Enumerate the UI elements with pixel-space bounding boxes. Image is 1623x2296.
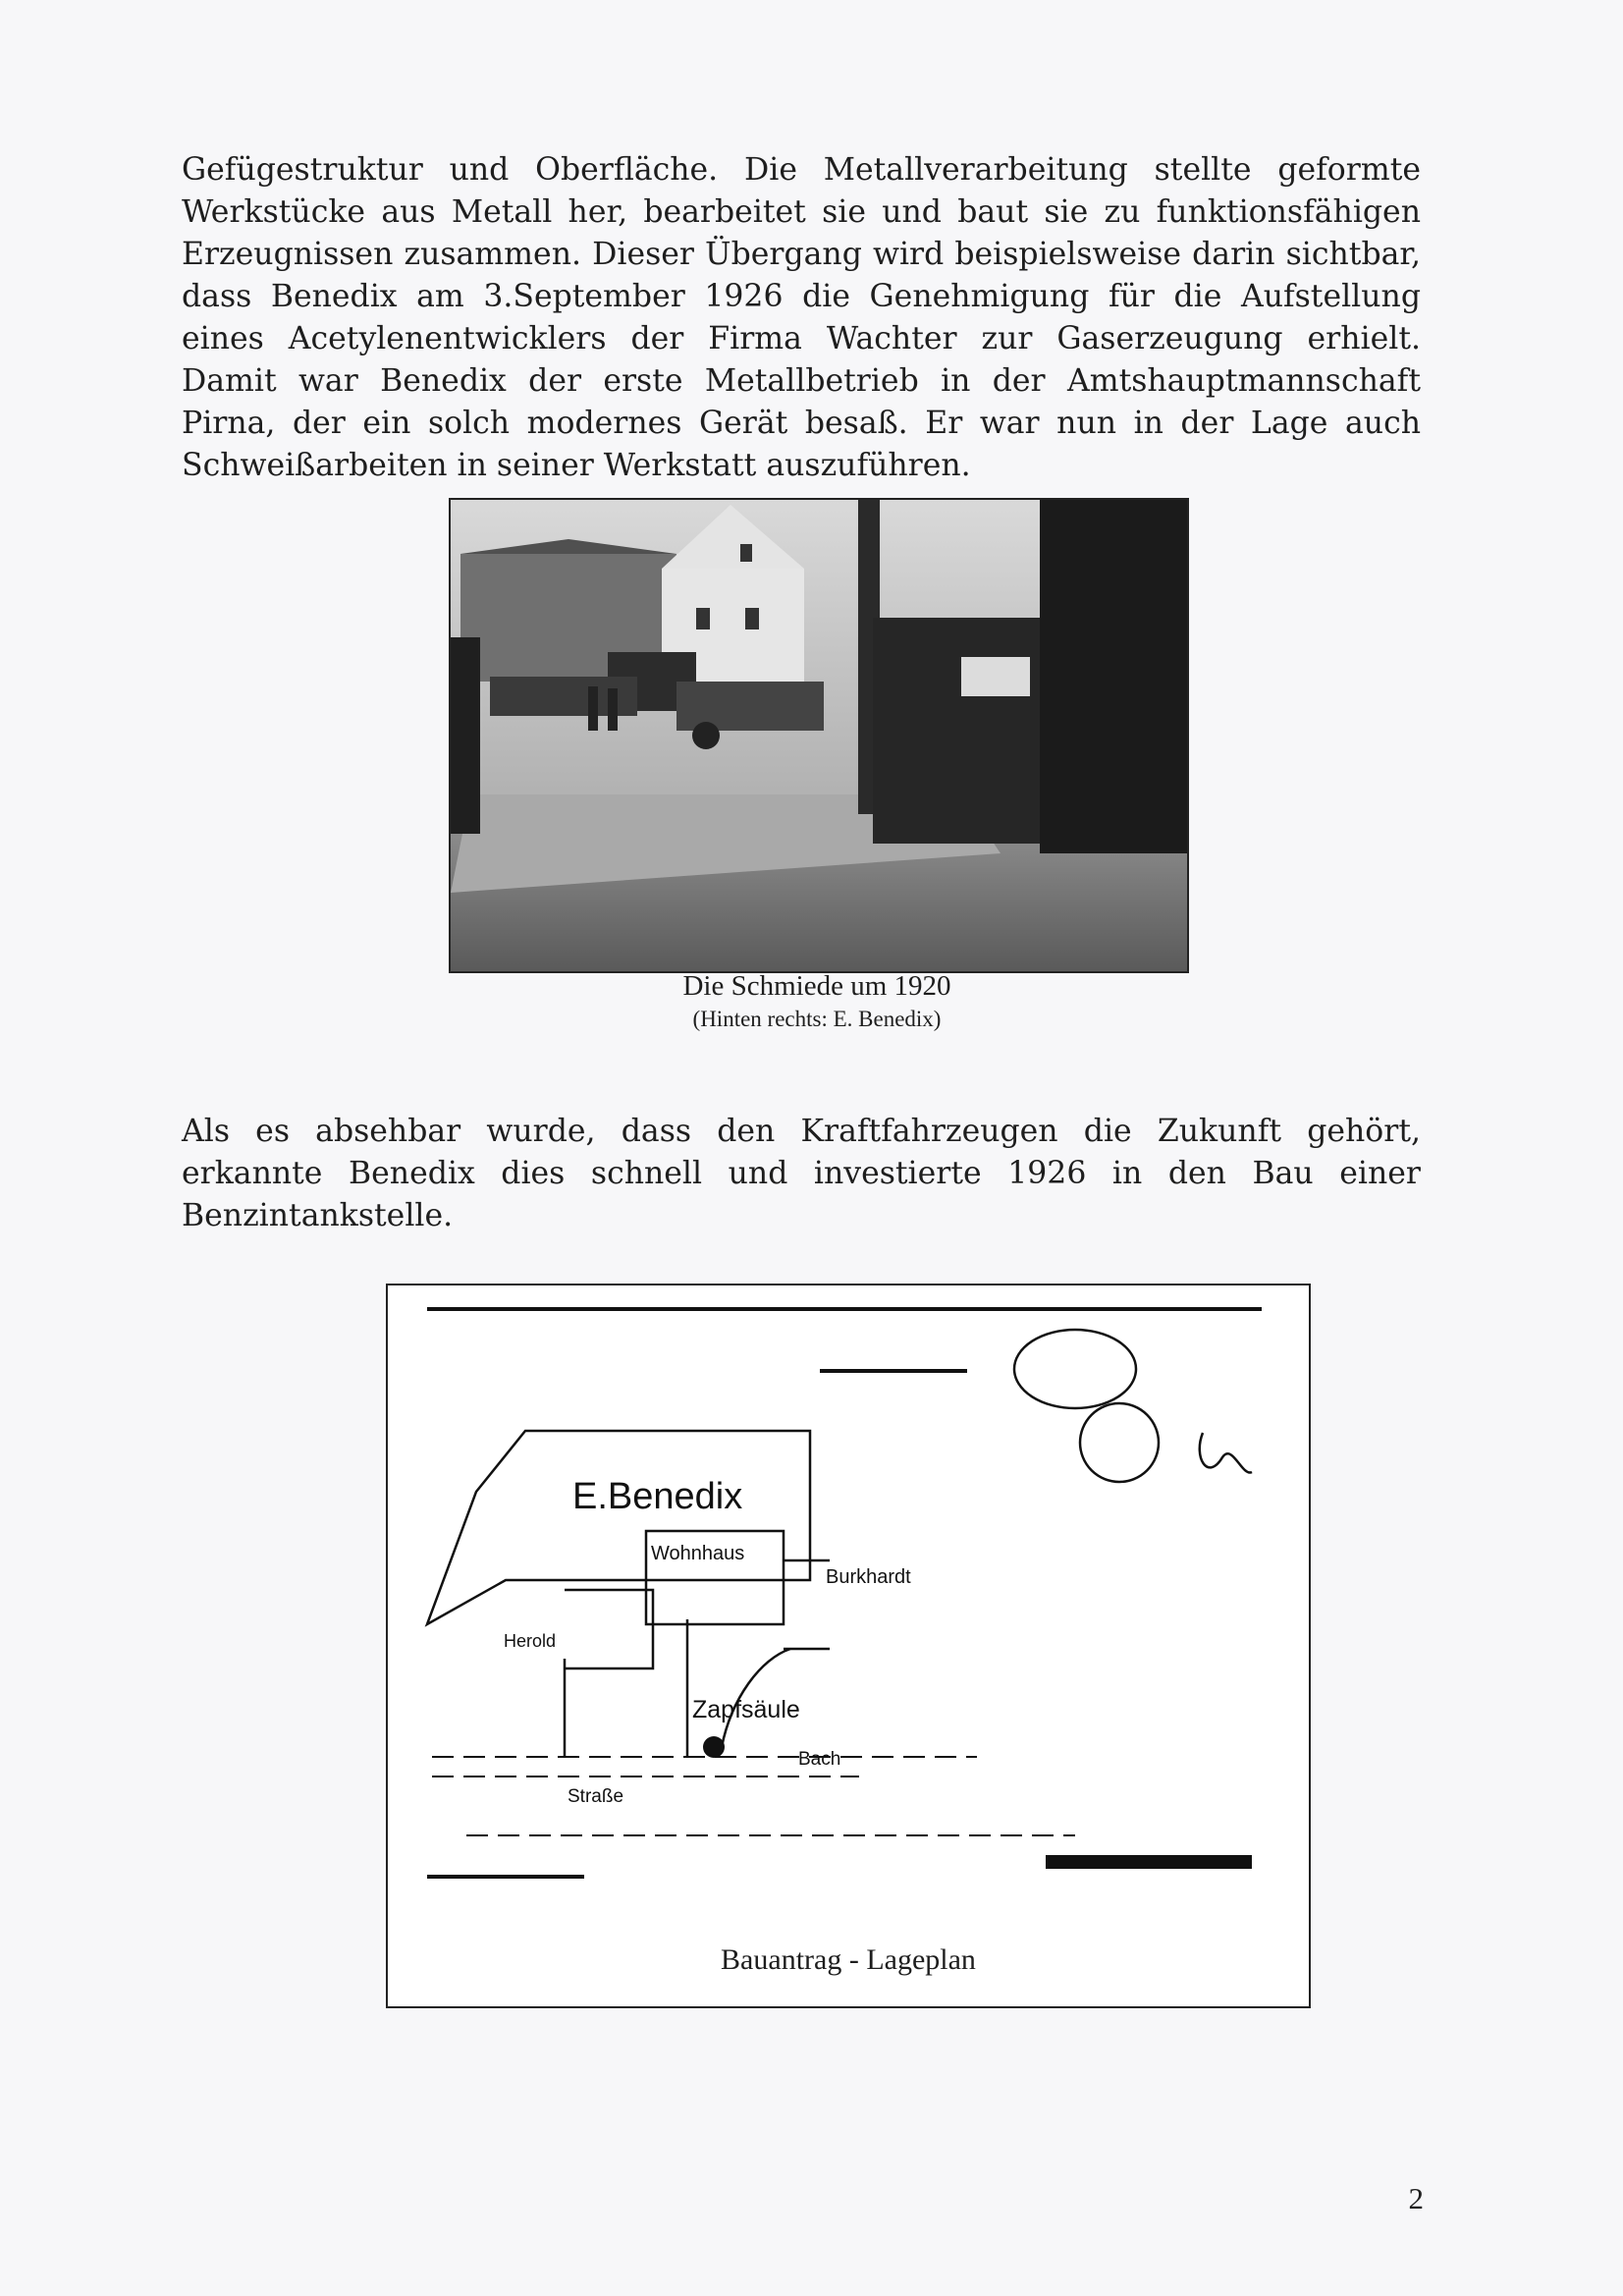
site-plan-caption: Bauantrag - Lageplan [721, 1943, 976, 1976]
photo-caption: Die Schmiede um 1920 [682, 970, 951, 1002]
body-paragraph-1: Gefügestruktur und Oberfläche. Die Metallverarbeitung stellte geformte Werkstücke aus Metall her, bearbeitet sie und baut sie zu funktionsfähigen Erzeugnissen zusammen. Dieser Übergang wird beispielsweise darin sichtbar, dass Benedix am 3.September 1926 die Genehmigung für die Aufstellung eines Acetylenentwicklers der Firma Wachter zur Gaserzeugung erhielt. Damit war Benedix der erste Metallbetrieb in der Amtshauptmannschaft Pirna, der ein solch modernes Gerät besaß. Er war nun in der Lage auch Schweißarbeiten in seiner Werkstatt auszuführen. [182, 152, 1421, 483]
body-paragraph-2: Als es absehbar wurde, dass den Kraftfahrzeugen die Zukunft gehört, erkannte Benedix dies schnell und investierte 1926 in den Bau einer Benzintankstelle. [182, 1114, 1421, 1233]
page-number: 2 [1408, 2181, 1424, 2215]
plan-label-pump: Zapfsäule [692, 1696, 800, 1723]
plan-label-owner: E.Benedix [572, 1476, 743, 1517]
plan-label-street: Straße [568, 1786, 624, 1807]
historical-photo-smithy [449, 498, 1189, 973]
smithy-photo-image [451, 500, 1187, 971]
plan-label-neighbor-left: Herold [504, 1631, 557, 1651]
plan-label-stream: Bach [798, 1749, 841, 1770]
site-plan-figure [386, 1284, 1311, 2008]
photo-subcaption: (Hinten rechts: E. Benedix) [692, 1007, 942, 1031]
plan-label-house: Wohnhaus [651, 1543, 745, 1564]
plan-label-neighbor-right: Burkhardt [826, 1566, 911, 1588]
